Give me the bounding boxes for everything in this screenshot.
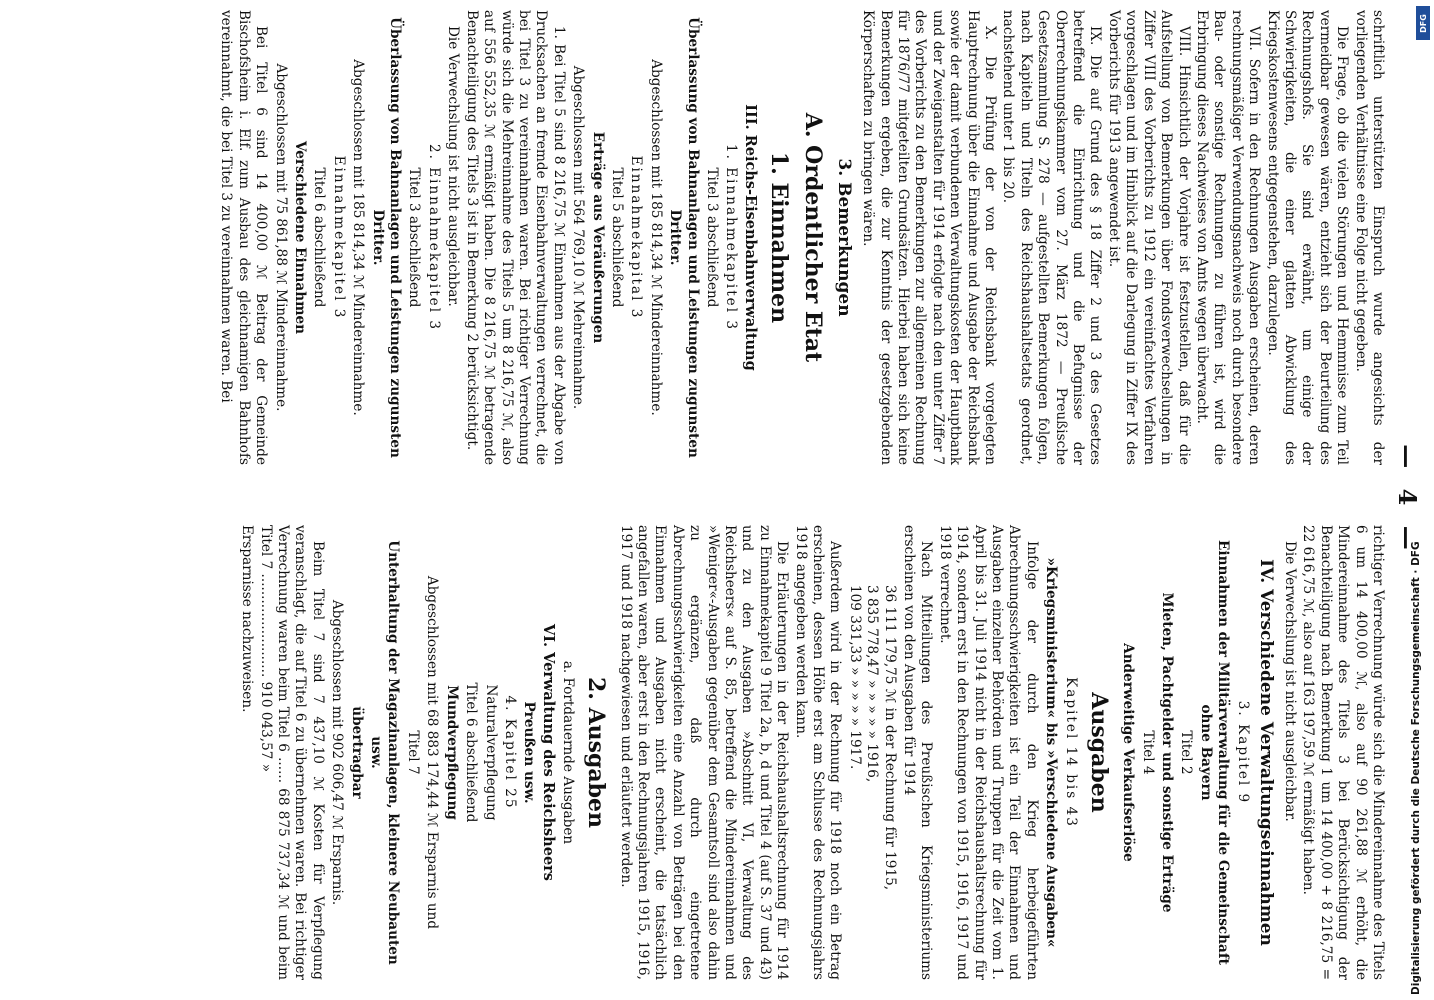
paragraph: Ersparnisse nachzuweisen. — [239, 525, 256, 713]
left-column — [12, 10, 1386, 465]
section-heading: 2. Ausgaben — [583, 676, 610, 829]
paragraph: IX. Die auf Grund des § 18 Ziffer 2 und 3 des Gesetzes betreffend die Einrichtung und die Befugnisse der Oberrechnungskammer vom 27. März 1872 — Preußische Gesetzsammlung S. 278 — aufgestellten Bemerkungen folgen, nach Kapiteln und Titeln des Reichshaushaltsetats geordnet, nachstehend unter 1 bis 20. — [1000, 10, 1104, 465]
amount-list — [845, 585, 897, 980]
section-heading: 1. Einnahmen — [765, 151, 792, 324]
title-name: Mieten, Pachtgelder und sonstige Erträge — [1158, 592, 1175, 913]
paragraph: schriftlich unterstützten Einspruch wurde angesichts der vorliegenden Verhältnisse eine Folge nicht gegeben. — [1352, 10, 1386, 465]
amount-line: 109 331,33 » » » » » 1917. — [846, 585, 863, 770]
title-label: Titel 3 abschließend — [704, 167, 720, 308]
chapter-label: 2. Einnahmekapitel 3 — [425, 143, 442, 332]
paragraph: VIII. Hinsichtlich der Vorjahre ist festzustellen, daß für die Aufstellung von Bemerkungen über Fondsverwechselungen in Ziffer VIII des Vorberichts zu 1912 ein vereinfachtes Verfahren vorgeschlagen und im Hinblick auf die Darlegung in Ziffer IX des Vorberichts für 1913 angewendet ist. — [1105, 10, 1192, 465]
title-label: Titel 5 abschließend — [608, 167, 625, 308]
closing-line: Abgeschlossen mit 185 814,34 ℳ Mindereinnahme. — [350, 59, 367, 416]
title-label: Titel 4 — [1139, 730, 1156, 775]
title-name: Unterhaltung der Magazinanlagen, kleinere Neubauten usw. — [368, 540, 402, 965]
chapter-label: 4. Kapitel 25 — [501, 695, 518, 810]
dfg-logo-text: DFG — [1418, 13, 1428, 33]
paragraph: richtiger Verrechnung würde sich die Mindereinnahme des Titels 6 um 14 400,00 ℳ, also auf 90 261,88 ℳ erhöht, die Mindereinnahme des Titels 3 bei Berücksichtigung der Benachteiligung nach Bemerkung 1 um 14 400,00 + 8 216,75 = 22 616,75 ℳ, also auf 163 197,59 ℳ ermäßigt haben. — [1300, 525, 1386, 980]
digitization-credit — [1400, 0, 1434, 1000]
chapter-label: Einnahmekapital 3 — [628, 155, 645, 320]
title-label: Titel 6 abschließend — [311, 167, 328, 308]
title-name: Überlassung von Bahnanlagen und Leistungen zugunsten Dritter. — [667, 17, 701, 458]
paragraph: Die Erläuterungen in der Reichshaushaltsrechnung für 1914 zu Einnahmekapitel 9 Titel 2a, b, d und Titel 4 (auf S. 37 und 43) und zu den Ausgaben »Abschnitt VI, Verwaltung des Reichsheers« auf S. 85, betreffend die Mindereinnahmen und »Weniger«-Ausgaben gegenüber dem Gesamtsoll sind also dahin zu ergänzen, daß durch eingetretene Abrechnungsschwierigkeiten eine Anzahl von Beträgen bei den Einnahmen und Ausgaben nicht erscheint, die tatsächlich angefallen waren, aber erst in den Rechnungsjahren 1915, 1916, 1917 und 1918 nachgewiesen und erläutert werden. — [617, 525, 791, 980]
scanned-page — [12, 10, 1422, 990]
subsection-heading: Preußen usw. — [521, 701, 538, 804]
title-note: übertragbar — [348, 706, 365, 799]
section-heading: A. Ordentlicher Etat — [799, 112, 826, 363]
closing-line: Abgeschlossen mit 185 814,34 ℳ Mindereinnahme. — [647, 59, 664, 416]
paragraph: Außerdem wird in der Rechnung für 1918 noch ein Betrag erscheinen, dessen Höhe erst am Schlusse des Rechnungsjahrs 1918 angegeben werden kann. — [792, 525, 844, 980]
chapter-name: Naturalverpflegung — [482, 684, 499, 821]
amount-line: 36 111 179,75 ℳ in der Rechnung für 1915, — [881, 585, 898, 891]
closing-line: Abgeschlossen mit 564 769,10 ℳ Mehreinnahme. — [570, 65, 587, 410]
section-heading: IV. Verschiedene Verwaltungseinnahmen — [1255, 559, 1276, 946]
section-heading: III. Reichs-Eisenbahnverwaltung — [741, 104, 759, 371]
paragraph: Beim Titel 7 sind 7 437,10 ℳ Kosten für Verpflegung veranschlagt, die auf Titel 6 zu übernehmen waren. Bei richtiger Verrechnung waren beim Titel 6 ...... 68 875 737,34 ℳ und beim Titel 7 ........................ 910 043,57 » — [257, 525, 326, 980]
page-number: — 4 — — [1393, 444, 1422, 556]
closing-line: Abgeschlossen mit 68 883 174,44 ℳ Ersparnis und — [424, 575, 441, 930]
section-heading: VI. Verwaltung des Reichsheers — [539, 624, 557, 881]
dfg-logo-icon — [1416, 6, 1430, 40]
paragraph: Die Frage, ob die vielen Störungen und Hemmnisse zum Teil vermeidbar gewesen wären, entzieht sich der Beurteilung des Rechnungshofs. Sie sind erwähnt, um einige der Schwierigkeiten, die einer glatten Abwicklung des Kriegskostenwesens entgegenstehen, darzulegen. — [1264, 10, 1351, 465]
title-label: Titel 7 — [404, 730, 421, 775]
title-name: Erträge aus Veräußerungen — [589, 131, 606, 344]
chapter-name: Einnahmen der Militärverwaltung für die Gemeinschaft ohne Bayern — [1197, 540, 1232, 965]
chapter-label: Einnahmekapitel 3 — [330, 155, 347, 320]
paragraph: VII. Sofern in den Rechnungen Ausgaben erscheinen, deren rechnungsmäßiger Verwendungsnachweis noch durch besondere Bau- oder sonstige Rechnungen zu führen ist, wird die Erbringung dieses Nachweises von Amts wegen überwacht. — [1193, 10, 1263, 465]
chapter-label: 3. Kapitel 9 — [1234, 700, 1251, 805]
title-name: Anderweitige Verkaufserlöse — [1120, 643, 1137, 862]
chapter-label: Kapitel 14 bis 43 — [1062, 677, 1079, 828]
amount-line: 3 835 778,47 » » » » » 1916, — [864, 585, 881, 783]
closing-line: Abgeschlossen mit 75 861,88 ℳ Mindereinnahme. — [272, 63, 289, 412]
title-label: Titel 2 — [1178, 730, 1195, 775]
chapter-name: »Kriegsministerium« bis »Verschiedene Ausgaben« — [1043, 557, 1060, 948]
section-heading: Ausgaben — [1085, 692, 1112, 813]
title-name: Überlassung von Bahnanlagen und Leistungen zugunsten Dritter. — [369, 17, 404, 458]
section-heading: 3. Bemerkungen — [833, 158, 854, 317]
closing-line: Abgeschlossen mit 902 606,47 ℳ Ersparnis. — [329, 599, 346, 906]
subsection-heading: a. Fortdauernde Ausgaben — [560, 660, 577, 845]
paragraph: Die Verwechslung ist nicht ausgleichbar. — [445, 26, 462, 307]
paragraph: Infolge der durch den Krieg herbeigeführten Abrechnungsschwierigkeiten ist ein Teil der Einnahmen und Ausgaben einzelner Behörden und Truppen für die Zeit vom 1. April bis 31. Juli 1914 nicht in der Reichshaushaltsrechnung für 1914, sondern erst in den Rechnungen von 1915, 1916, 1917 und 1918 verrechnet. — [936, 525, 1040, 980]
credit-text: Digitalisierung gefördert durch die Deutsche Forschungsgemeinschaft · DFG — [1410, 541, 1422, 995]
right-column — [12, 525, 1386, 980]
paragraph: Die Verwechslung ist nicht ausgleichbar. — [1281, 541, 1298, 822]
paragraph: X. Die Prüfung der von der Reichsbank vorgelegten Hauptrechnung über die Einnahme und Ausgabe der Reichsbank sowie der damit verbundenen Verwaltungskosten der Hauptbank und der Zweiganstalten für 1914 erfolgte nach den unter Ziffer 7 des Vorberichts zu den Bemerkungen zur allgemeinen Rechnung für 1876/77 mitgeteilten Grundsätzen. Hierbei haben sich keine Bemerkungen ergeben, die zur Kenntnis der gesetzgebenden Körperschaften zu bringen wären. — [860, 10, 999, 465]
title-label: Titel 3 abschließend — [406, 167, 423, 308]
title-label: Titel 6 abschließend — [463, 682, 480, 823]
paragraph: Bei Titel 6 sind 14 400,00 ℳ Beitrag der Gemeinde Bischofsheim i. Elf. zum Ausbau des gleichnamigen Bahnhofs vereinnahmt, die bei Titel 3 zu vereinnahmen waren. Bei — [218, 10, 270, 465]
title-name: Mundverpflegung — [443, 685, 460, 820]
title-name: Verschiedene Einnahmen — [292, 140, 309, 335]
paragraph: 1. Bei Titel 5 sind 8 216,75 ℳ Einnahmen aus der Abgabe von Drucksachen an fremde Eisenbahnverwaltungen verrechnet, die bei Titel 3 zu vereinnahmen waren. Bei richtiger Verrechnung würde sich die Mehreinnahme des Titels 5 um 8 216,75 ℳ, also auf 556 552,35 ℳ ermäßigt haben. Die 8 216,75 ℳ betragende Benachteiligung des Titels 3 ist in Bemerkung 2 berücksichtigt. — [463, 10, 567, 465]
paragraph: Nach Mitteilungen des Preußischen Kriegsministeriums erscheinen von den Ausgaben für 1914 — [901, 525, 935, 980]
chapter-label: 1. Einnahmekapitel 3 — [723, 143, 740, 332]
